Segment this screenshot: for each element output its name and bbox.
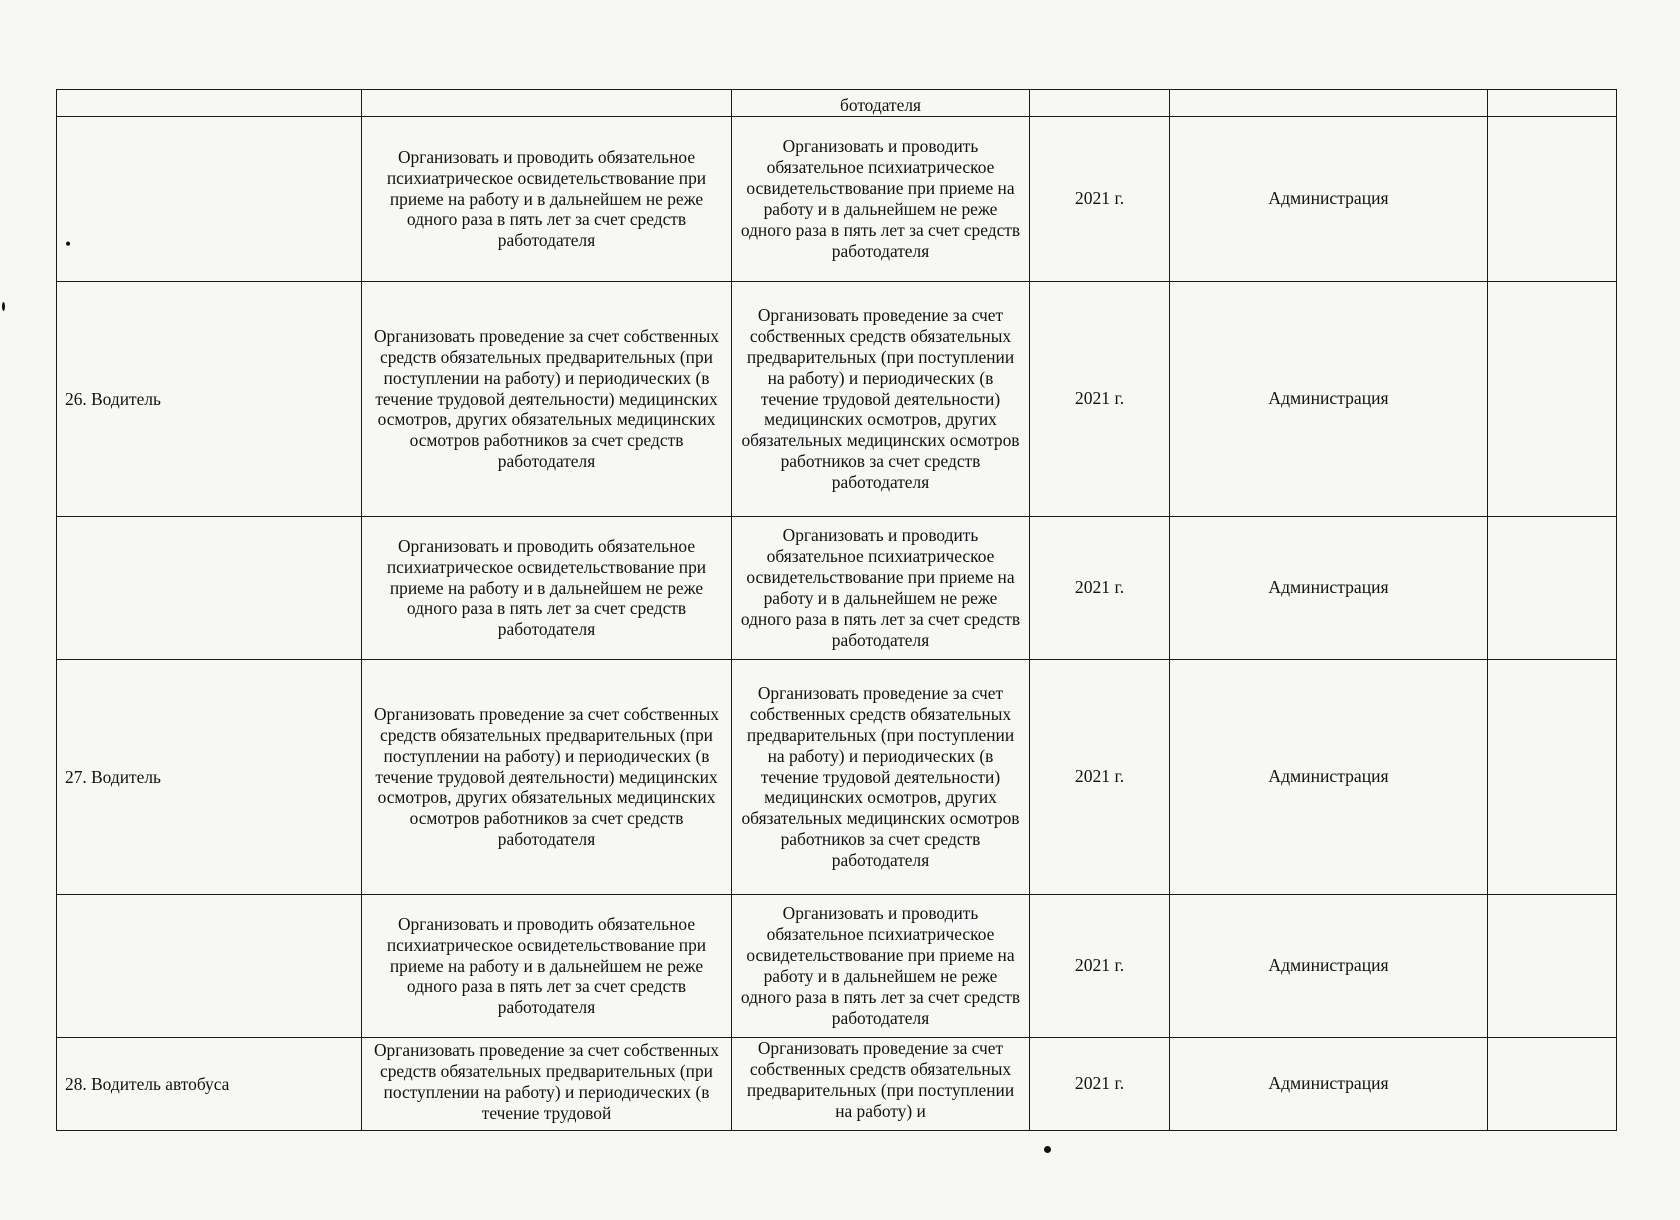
note-cell [1488, 90, 1617, 117]
table-row [57, 517, 1617, 660]
result-cell: Организовать проведение за счет собственных средств обязательных предварительных (при поступлении на работу) и периодических (в течение трудовой деятельности) медицинских осмотров, других обязательных медицинских осмотров работников за счет средств работодателя [732, 660, 1030, 895]
position-cell: 28. Водитель автобуса [57, 1038, 362, 1131]
table-row [57, 282, 1617, 517]
note-cell [1488, 1038, 1617, 1131]
responsible-cell: Администрация [1170, 895, 1488, 1038]
measure-cell: Организовать и проводить обязательное психиатрическое освидетельствование при приеме на работу и в дальнейшем не реже одного раза в пять лет за счет средств работодателя [362, 517, 732, 660]
responsible-cell: Администрация [1170, 117, 1488, 282]
measure-cell: Организовать проведение за счет собственных средств обязательных предварительных (при поступлении на работу) и периодических (в течение трудовой деятельности) медицинских осмотров, других обязательных медицинских осмотров работников за счет средств работодателя [362, 282, 732, 517]
table-row [57, 117, 1617, 282]
table-row [57, 660, 1617, 895]
deadline-cell [1030, 90, 1170, 117]
measure-cell: Организовать проведение за счет собственных средств обязательных предварительных (при поступлении на работу) и периодических (в течение трудовой деятельности) медицинских осмотров, других обязательных медицинских осмотров работников за счет средств работодателя [362, 660, 732, 895]
result-cell: ботодателя [732, 90, 1030, 117]
deadline-cell: 2021 г. [1030, 517, 1170, 660]
table-row [57, 90, 1617, 117]
responsible-cell: Администрация [1170, 1038, 1488, 1131]
result-cell: Организовать и проводить обязательное психиатрическое освидетельствование при приеме на работу и в дальнейшем не реже одного раза в пять лет за счет средств работодателя [732, 117, 1030, 282]
responsible-cell [1170, 90, 1488, 117]
measure-cell: Организовать и проводить обязательное психиатрическое освидетельствование при приеме на работу и в дальнейшем не реже одного раза в пять лет за счет средств работодателя [362, 117, 732, 282]
table-row [57, 1038, 1617, 1131]
result-cell: Организовать и проводить обязательное психиатрическое освидетельствование при приеме на работу и в дальнейшем не реже одного раза в пять лет за счет средств работодателя [732, 895, 1030, 1038]
responsible-cell: Администрация [1170, 282, 1488, 517]
scan-speck [1044, 1146, 1051, 1153]
scan-speck [2, 302, 5, 311]
deadline-cell: 2021 г. [1030, 1038, 1170, 1131]
responsible-cell: Администрация [1170, 517, 1488, 660]
note-cell [1488, 117, 1617, 282]
deadline-cell: 2021 г. [1030, 117, 1170, 282]
position-cell [57, 895, 362, 1038]
measures-table [56, 89, 1617, 1131]
position-cell: • [57, 117, 362, 282]
deadline-cell: 2021 г. [1030, 895, 1170, 1038]
note-cell [1488, 660, 1617, 895]
result-cell: Организовать и проводить обязательное психиатрическое освидетельствование при приеме на работу и в дальнейшем не реже одного раза в пять лет за счет средств работодателя [732, 517, 1030, 660]
note-cell [1488, 517, 1617, 660]
position-cell: 26. Водитель [57, 282, 362, 517]
measure-cell: Организовать проведение за счет собственных средств обязательных предварительных (при поступлении на работу) и периодических (в течение трудовой [362, 1038, 732, 1131]
responsible-cell: Администрация [1170, 660, 1488, 895]
position-cell [57, 90, 362, 117]
position-cell [57, 517, 362, 660]
result-cell: Организовать проведение за счет собственных средств обязательных предварительных (при поступлении на работу) и периодических (в течение трудовой деятельности) медицинских осмотров, других обязательных медицинских осмотров работников за счет средств работодателя [732, 282, 1030, 517]
note-cell [1488, 282, 1617, 517]
measure-cell [362, 90, 732, 117]
measure-cell: Организовать и проводить обязательное психиатрическое освидетельствование при приеме на работу и в дальнейшем не реже одного раза в пять лет за счет средств работодателя [362, 895, 732, 1038]
table-row [57, 895, 1617, 1038]
result-cell: Организовать проведение за счет собственных средств обязательных предварительных (при поступлении на работу) и [732, 1038, 1030, 1131]
deadline-cell: 2021 г. [1030, 282, 1170, 517]
position-cell: 27. Водитель [57, 660, 362, 895]
deadline-cell: 2021 г. [1030, 660, 1170, 895]
note-cell [1488, 895, 1617, 1038]
